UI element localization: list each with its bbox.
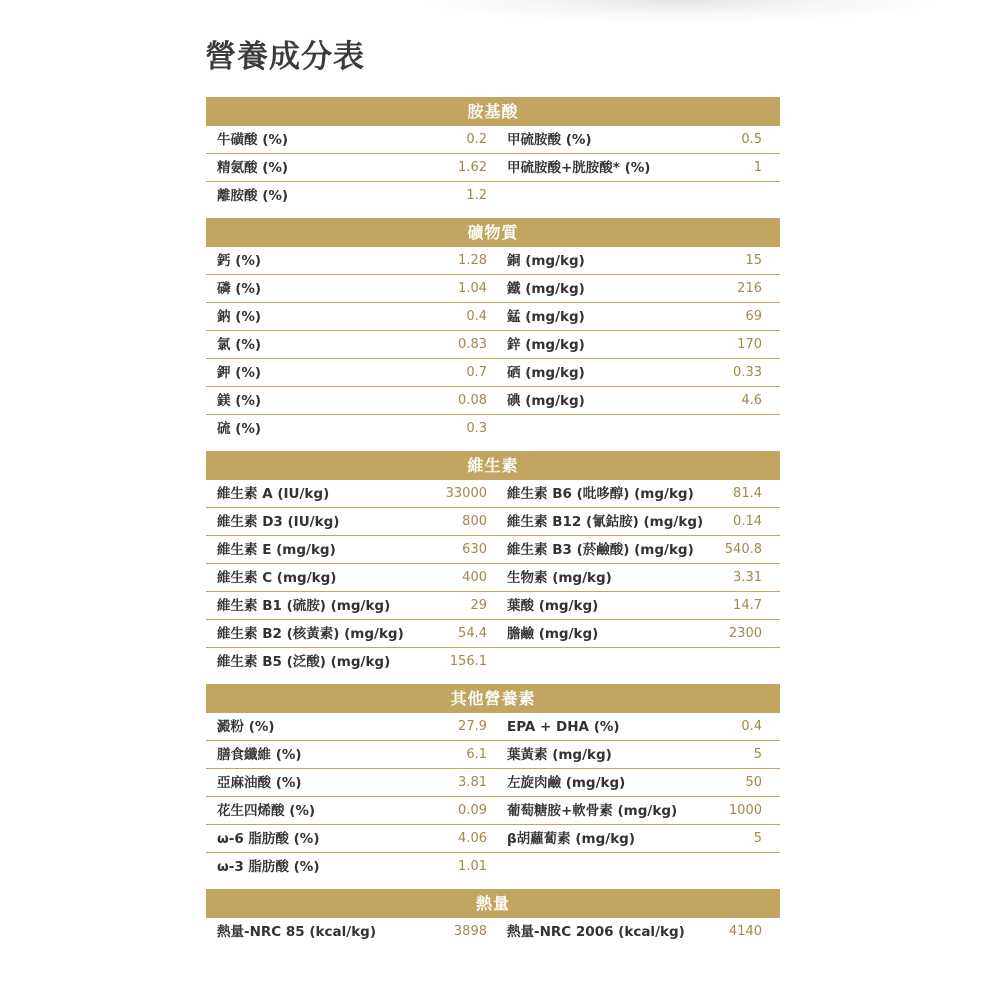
nutrient-value: 540.8 bbox=[723, 536, 780, 564]
empty-cell bbox=[723, 415, 780, 443]
nutrient-label: ω-6 脂肪酸 (%) bbox=[206, 825, 443, 853]
nutrient-row bbox=[206, 769, 780, 797]
nutrient-value: 1000 bbox=[723, 797, 780, 825]
nutrient-row bbox=[206, 713, 780, 741]
nutrient-value: 0.08 bbox=[443, 387, 495, 415]
nutrient-label: 亞麻油酸 (%) bbox=[206, 769, 443, 797]
nutrient-value: 1.28 bbox=[443, 247, 495, 275]
empty-cell bbox=[495, 853, 723, 881]
nutrient-label: ω-3 脂肪酸 (%) bbox=[217, 859, 320, 875]
nutrient-row bbox=[206, 247, 780, 275]
nutrient-label: 維生素 B5 (泛酸) (mg/kg) bbox=[217, 654, 391, 670]
nutrient-value: 69 bbox=[723, 303, 780, 331]
nutrient-label: 磷 (%) bbox=[206, 275, 443, 303]
nutrient-label: 硒 (mg/kg) bbox=[495, 359, 723, 387]
nutrient-value: 0.2 bbox=[443, 126, 495, 154]
nutrient-label: 鋅 (mg/kg) bbox=[495, 331, 723, 359]
nutrient-value: 0.14 bbox=[723, 508, 780, 536]
nutrient-value: 14.7 bbox=[723, 592, 780, 620]
nutrient-value: 170 bbox=[723, 331, 780, 359]
empty-cell bbox=[495, 648, 723, 676]
nutrient-value: 27.9 bbox=[443, 713, 495, 741]
nutrient-value: 0.3 bbox=[466, 421, 487, 436]
nutrient-label: 鐵 (mg/kg) bbox=[495, 275, 723, 303]
nutrient-value: 29 bbox=[443, 592, 495, 620]
nutrient-label: 維生素 C (mg/kg) bbox=[206, 564, 443, 592]
nutrient-row bbox=[206, 825, 780, 853]
nutrient-label: EPA + DHA (%) bbox=[495, 713, 723, 741]
nutrient-label: 維生素 B12 (氰鈷胺) (mg/kg) bbox=[495, 508, 723, 536]
nutrient-value: 0.09 bbox=[443, 797, 495, 825]
nutrient-label: 葉黃素 (mg/kg) bbox=[495, 741, 723, 769]
nutrient-row bbox=[206, 620, 780, 648]
empty-cell bbox=[723, 648, 780, 676]
nutrient-value: 3.31 bbox=[723, 564, 780, 592]
nutrient-row bbox=[206, 797, 780, 825]
nutrient-row bbox=[206, 508, 780, 536]
nutrition-section bbox=[206, 97, 780, 210]
nutrient-value: 2300 bbox=[723, 620, 780, 648]
nutrient-row bbox=[206, 853, 780, 881]
nutrient-row bbox=[206, 303, 780, 331]
nutrient-row bbox=[206, 154, 780, 182]
nutrient-value: 1.01 bbox=[458, 859, 487, 874]
nutrient-label: 維生素 B3 (菸鹼酸) (mg/kg) bbox=[495, 536, 723, 564]
nutrient-row bbox=[206, 126, 780, 154]
nutrient-label: 牛磺酸 (%) bbox=[206, 126, 443, 154]
nutrient-label: 熱量-NRC 85 (kcal/kg) bbox=[217, 924, 377, 940]
nutrient-value: 50 bbox=[723, 769, 780, 797]
nutrition-section bbox=[206, 889, 780, 946]
empty-cell bbox=[723, 853, 780, 881]
section-header: 維生素 bbox=[206, 451, 780, 480]
nutrient-label: 膽鹼 (mg/kg) bbox=[495, 620, 723, 648]
nutrient-row bbox=[206, 592, 780, 620]
nutrient-label: 鈉 (%) bbox=[206, 303, 443, 331]
nutrient-row bbox=[206, 741, 780, 769]
nutrient-row bbox=[206, 331, 780, 359]
nutrient-value: 4.06 bbox=[443, 825, 495, 853]
nutrient-value: 400 bbox=[443, 564, 495, 592]
nutrient-label: 花生四烯酸 (%) bbox=[206, 797, 443, 825]
nutrition-section bbox=[206, 218, 780, 443]
page-title: 營養成分表 bbox=[205, 39, 365, 75]
section-header: 熱量 bbox=[206, 889, 780, 918]
nutrient-row bbox=[206, 648, 780, 676]
nutrient-value: 15 bbox=[723, 247, 780, 275]
nutrient-label: 維生素 B2 (核黃素) (mg/kg) bbox=[206, 620, 443, 648]
nutrient-row bbox=[206, 564, 780, 592]
nutrient-label: 左旋肉鹼 (mg/kg) bbox=[495, 769, 723, 797]
section-header: 胺基酸 bbox=[206, 97, 780, 126]
nutrient-row bbox=[206, 415, 780, 443]
nutrient-value: 800 bbox=[443, 508, 495, 536]
nutrient-label: 甲硫胺酸 (%) bbox=[495, 126, 723, 154]
empty-cell bbox=[495, 182, 723, 210]
nutrient-label: 生物素 (mg/kg) bbox=[495, 564, 723, 592]
nutrient-row bbox=[206, 387, 780, 415]
nutrition-table bbox=[206, 97, 780, 946]
nutrient-label: 碘 (mg/kg) bbox=[495, 387, 723, 415]
nutrient-label: 氯 (%) bbox=[206, 331, 443, 359]
nutrient-label: 膳食纖維 (%) bbox=[206, 741, 443, 769]
nutrient-value: 33000 bbox=[443, 480, 495, 508]
nutrient-value: 6.1 bbox=[443, 741, 495, 769]
nutrient-value: 0.5 bbox=[723, 126, 780, 154]
nutrient-label: 銅 (mg/kg) bbox=[495, 247, 723, 275]
nutrient-value: 3.81 bbox=[443, 769, 495, 797]
nutrition-section bbox=[206, 451, 780, 676]
nutrient-label: β胡蘿蔔素 (mg/kg) bbox=[495, 825, 723, 853]
nutrient-row bbox=[206, 536, 780, 564]
nutrient-value: 0.33 bbox=[723, 359, 780, 387]
section-header: 礦物質 bbox=[206, 218, 780, 247]
nutrient-value: 1.2 bbox=[466, 188, 487, 203]
nutrient-label: 離胺酸 (%) bbox=[217, 188, 289, 204]
nutrient-value: 0.7 bbox=[443, 359, 495, 387]
nutrient-value: 5 bbox=[723, 825, 780, 853]
nutrient-row bbox=[206, 359, 780, 387]
empty-cell bbox=[723, 182, 780, 210]
nutrient-label: 甲硫胺酸+胱胺酸* (%) bbox=[495, 154, 723, 182]
nutrient-row bbox=[206, 182, 780, 210]
nutrient-value: 1 bbox=[723, 154, 780, 182]
top-shadow-decoration bbox=[430, 0, 930, 22]
nutrient-label: 維生素 B6 (吡哆醇) (mg/kg) bbox=[495, 480, 723, 508]
nutrient-label: 維生素 B1 (硫胺) (mg/kg) bbox=[206, 592, 443, 620]
nutrient-row bbox=[206, 275, 780, 303]
nutrient-value: 0.4 bbox=[723, 713, 780, 741]
nutrient-value: 4140 bbox=[728, 924, 762, 939]
nutrient-label: 葉酸 (mg/kg) bbox=[495, 592, 723, 620]
empty-cell bbox=[495, 415, 723, 443]
nutrient-label: 硫 (%) bbox=[217, 421, 262, 437]
nutrient-value: 81.4 bbox=[723, 480, 780, 508]
nutrient-label: 鈣 (%) bbox=[206, 247, 443, 275]
nutrient-value: 0.83 bbox=[443, 331, 495, 359]
nutrient-label: 熱量-NRC 2006 (kcal/kg) bbox=[507, 924, 685, 940]
nutrient-row bbox=[206, 918, 780, 946]
nutrient-value: 3898 bbox=[453, 924, 487, 939]
nutrient-label: 錳 (mg/kg) bbox=[495, 303, 723, 331]
nutrient-value: 0.4 bbox=[443, 303, 495, 331]
nutrition-section bbox=[206, 684, 780, 881]
nutrient-value: 630 bbox=[443, 536, 495, 564]
nutrient-label: 維生素 E (mg/kg) bbox=[206, 536, 443, 564]
nutrient-value: 54.4 bbox=[443, 620, 495, 648]
nutrient-value: 216 bbox=[723, 275, 780, 303]
nutrient-label: 鉀 (%) bbox=[206, 359, 443, 387]
nutrient-row bbox=[206, 480, 780, 508]
nutrient-label: 維生素 A (IU/kg) bbox=[206, 480, 443, 508]
nutrient-value: 1.62 bbox=[443, 154, 495, 182]
nutrient-label: 葡萄糖胺+軟骨素 (mg/kg) bbox=[495, 797, 723, 825]
nutrient-label: 鎂 (%) bbox=[206, 387, 443, 415]
section-header: 其他營養素 bbox=[206, 684, 780, 713]
nutrient-value: 4.6 bbox=[723, 387, 780, 415]
nutrient-label: 澱粉 (%) bbox=[206, 713, 443, 741]
nutrient-value: 1.04 bbox=[443, 275, 495, 303]
nutrient-value: 156.1 bbox=[449, 654, 487, 669]
nutrient-label: 精氨酸 (%) bbox=[206, 154, 443, 182]
nutrient-value: 5 bbox=[723, 741, 780, 769]
nutrient-label: 維生素 D3 (IU/kg) bbox=[206, 508, 443, 536]
